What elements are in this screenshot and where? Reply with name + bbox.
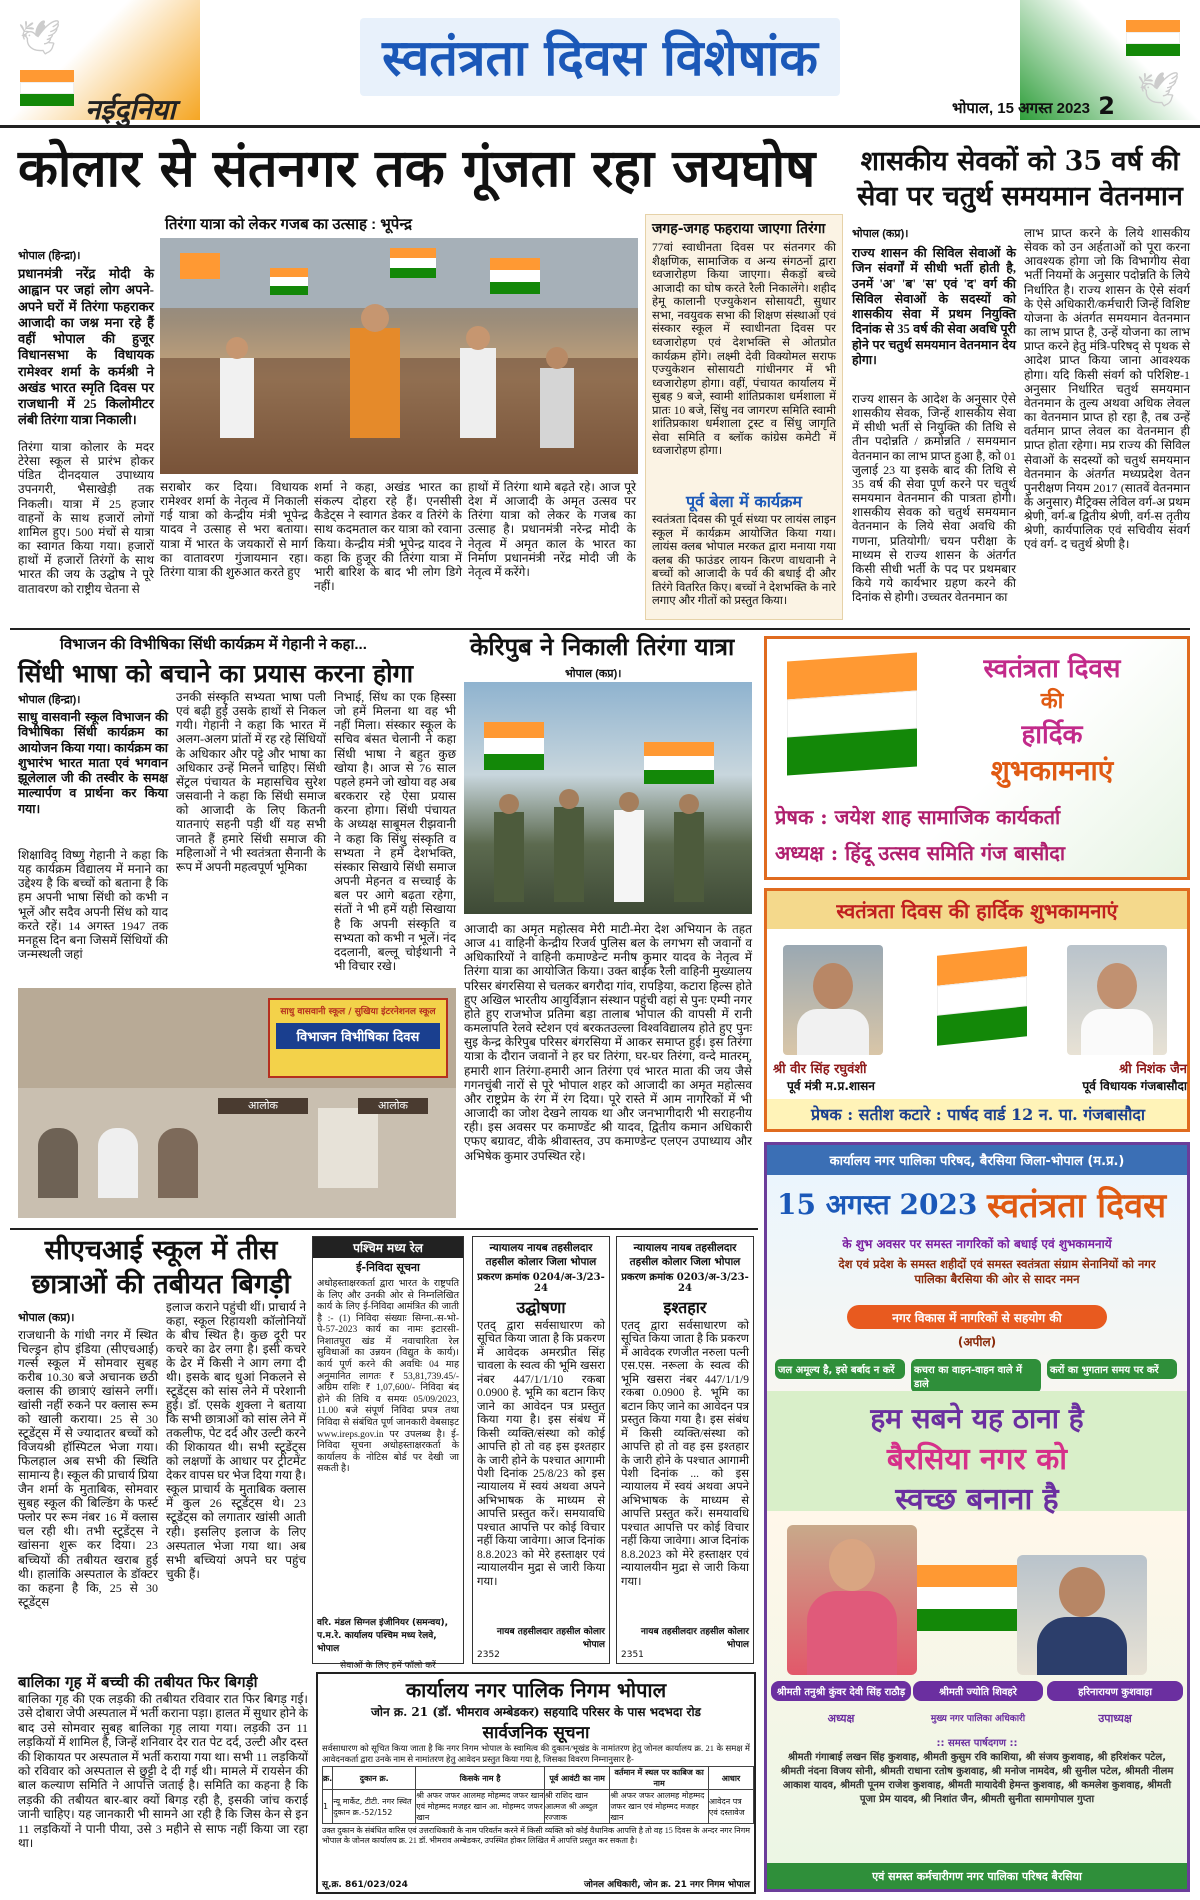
table-header: क्र. (323, 1767, 333, 1790)
municipal-ref: सू.क्र. 861/023/024 (322, 1880, 408, 1890)
table-header: वर्तमान में स्थल पर काबिज का नाम (610, 1767, 709, 1790)
notice1-office: न्यायालय नायब तहसीलदार तहसील कोलार जिला भोपाल (485, 1242, 597, 1268)
crpf-body: आजादी का अमृत महोत्सव मेरी माटी-मेरा देश अभियान के तहत आज 41 वाहिनी केन्द्रीय रिजर्व पुलिस बल के लगभग सौ जवानों व अधिकारियों ने वाहिनी कमाण्डेन्ट मनीष कुमार यादव के नेतृत्व में तिरंगा यात्रा का आयोजित किया। उक्त बाईक रैली वाहिनी मुख्यालय परिसर बंगरसिया से चलकर बगरौदा गांव, रापड़िया, कटारा हिल्स होते हुए अखिल भारतीय आयुर्विज्ञान संस्थान पहुंची वहां से पुनः एम्पी नगर होते हुए राजभोज प्रतिमा बड़ा तालाब भोपाल की वापसी में रानी कमलापति रेलवे स्टेशन एवं बरकतउल्ला विश्वविद्यालय होते हुए पुनः सुइ केन्द्र केरिपुब परिसर बंगरसिया में आकर समाप्त हुई। इस तिरंगा यात्रा के दौरान जवानों ने हर घर तिरंगा, घर-घर तिरंगा, वन्दे मातरम्, हमारी शान तिरंगा-हमारी आन तिरंगा एवं भारत माता की जय जैसे गगनचुंबी नारों से पूरे भोपाल शहर को आजादी का अमृत महोत्सव और राष्ट्रप्रेम के रंग में रंग दिया। पूरे रास्ते में आम नागरिकों में भी आजादी का जोश देखने लायक था और जनभागीदारी भी सराहनीय रही। इस अवसर पर कमाण्डेंट श्री यादव, द्वितीय कमान अधिकारी एफए बग्रावट, वीके श्रीवास्तव, उप कमाण्डेन्ट एलएन उपाध्याय और अभिषेक कुमार उपस्थित रहे। (464, 922, 752, 1163)
notice1-case: प्रकरण क्रमांक 0204/अ-3/23-24 (477, 1272, 605, 1294)
table-cell: श्री राशिद खान आत्मज श्री अब्दुल रज्जाक (544, 1790, 609, 1824)
ad1-title-line2: की (1040, 688, 1064, 714)
notice2-office: न्यायालय नायब तहसीलदार तहसील कोलार जिला भोपाल (629, 1242, 741, 1268)
lead-byline: भोपाल (हिन्द्रा)। (18, 250, 81, 262)
flag-icon (787, 657, 917, 777)
masthead (0, 0, 1200, 128)
table-cell: श्री अफर जफर आलमह मोहम्मद जफर खान एवं मोहम्मद मजहर खान आ. मोहम्मद जफर खान (416, 1791, 544, 1823)
lead-headline: कोलार से संतनगर तक गूंजता रहा जयघोष (18, 138, 816, 199)
lead-intro: प्रधानमंत्री नरेंद्र मोदी के आह्वान पर जहां लोग अपने-अपने घरों में तिरंगा फहराकर आजादी का जश्न मना रहे हैं वहीं भोपाल की हुजूर विधानसभा के विधायक रामेश्वर शर्मा के कर्मश्री ने अखंड भारत स्मृति दिवस पर राजधानी में 25 किलोमीटर लंबी तिरंगा यात्रा निकाली। (18, 266, 154, 428)
dove-icon: 🕊 (1136, 70, 1180, 110)
greeting-ad-2 (764, 888, 1190, 1132)
notice1-ref: 2352 (477, 1650, 500, 1660)
ad3-tip2: कचरा का वाहन-वाहन वाले में डाले (911, 1359, 1041, 1393)
notice2-ref: 2351 (621, 1650, 644, 1660)
page-number: 2 (1098, 92, 1115, 120)
flag-story-subbody: स्वतंत्रता दिवस की पूर्व संध्या पर लायंस लाइन स्कूल में कार्यक्रम आयोजित किया गया। लायंस क्लब भोपाल मरकत द्वारा मनाया गया क्लब की फाउंडर लायन किरण वाधवानी ने बच्चों को आजादी के पर्व की बधाई दी और तिरंगे वितरित किए। बच्चों ने देशभक्ति के नारे लगाए और गीतों को प्रस्तुत किया। (652, 514, 836, 608)
sindhi-headline: सिंधी भाषा को बचाने का प्रयास करना होगा (18, 659, 414, 688)
notice1-title: उद्घोषणा (516, 1298, 566, 1317)
ad2-person2-name: श्री निशंक जैन (1119, 1062, 1187, 1077)
tender-signer: वरि. मंडल सिग्नल इंजीनियर (समन्वय), प.म.रे. कार्यालय पश्चिम मध्य रेलवे, भोपाल (317, 1618, 448, 1654)
notice1-sign: नायब तहसीलदार तहसील कोलार भोपाल (496, 1627, 605, 1650)
notice2-sign: नायब तहसीलदार तहसील कोलार भोपाल (640, 1627, 749, 1650)
ad3-person3-name: हरिनारायण कुशवाहा (1047, 1681, 1183, 1701)
ad3-person3-photo (1017, 1555, 1147, 1675)
crpf-photo (464, 682, 752, 914)
greeting-ad-1 (764, 636, 1190, 880)
pay-story-intro: राज्य शासन की सिविल सेवाओं के जिन संवर्गों में सीधी भर्ती होती है, उनमें 'अ' 'ब' 'स' एवं 'द' वर्ग की सिविल सेवाओं के सदस्यों को शासकीय सेवा में प्रथम नियुक्ति दिनांक से 35 वर्ष की सेवा अवधि पूरी होने पर चतुर्थ समयमान वेतनमान देय होगा। (852, 246, 1016, 367)
chi-col2: इलाज कराने पहुंची थीं। प्राचार्य ने कहा, स्कूल रिहायशी कॉलोनियों के बीच स्थित है। कुछ दूरी पर कचरे का ढेर लगा है। इसी कचरे के ढेर में किसी ने आग लगा दी थी। इसके बाद धुआं निकलने से स्टूडेंट्स को सांस लेने में परेशानी हुई। डॉ. एसके शुक्ला ने बताया कि सभी छात्राओं को सांस लेने में तकलीफ, पेट दर्द और उल्टी करने की शिकायत थी। सभी स्टूडेंट्स को लक्षणों के आधार पर ट्रीटमेंट देकर वापस घर भेज दिया गया है। स्कूल प्राचार्य के मुताबिक क्लास में कुल 26 स्टूडेंट्स थे। 23 स्टूडेंट्स को लगातार खांसी आती रही। इसलिए इलाज के लिए अस्पताल भेजा गया था। अब सभी बच्चियां अपने घर पहुंच चुकी हैं। (166, 1300, 306, 1581)
municipal-office: कार्यालय नगर पालिक निगम भोपाल (405, 1678, 667, 1702)
chi-col1: राजधानी के गांधी नगर में स्थित चिल्ड्रन होप इंडिया (सीएचआई) गर्ल्स स्कूल में सोमवार सुबह करीब 10.30 बजे अचानक छठी क्लास की छात्राएं खांसने लगीं। खांसी नहीं रुकने पर क्लास रूम को खाली कराया। 25 से 30 स्टूडेंट्स में से ज्यादातर बच्चों को विजयश्री हॉस्पिटल भेजा गया। फिलहाल अब सभी की स्थिति सामान्य है। स्कूल की प्राचार्य प्रिया जैन शर्मा के मुताबिक, सोमवार सुबह स्कूल की बिल्डिंग के फर्स्ट फ्लोर पर रूम नंबर 16 में क्लास चल रही थी। तभी स्टूडेंट्स ने खांसना शुरू कर दिया। 23 बच्चियों की तबीयत खराब हुई थी। हालांकि अस्पताल के डॉक्टर का कहना है कि, 25 से 30 स्टूडेंट्स (18, 1328, 158, 1609)
sindhi-kicker: विभाजन की विभीषिका सिंधी कार्यक्रम में गेहानी ने कहा... (60, 636, 367, 653)
ad3-office: कार्यालय नगर पालिका परिषद, बैरसिया जिला-भोपाल (म.प्र.) (829, 1154, 1125, 1169)
ad3-appeal-head: नगर विकास में नागरिकों से सहयोग की (892, 1311, 1062, 1325)
municipal-notice (316, 1672, 756, 1894)
ad2-person1-name: श्री वीर सिंह रघुवंशी (773, 1062, 867, 1077)
shelter-headline: बालिका गृह में बच्ची की तबीयत फिर बिगड़ी (18, 1673, 258, 1691)
tender-org: पश्चिम मध्य रेल (313, 1237, 463, 1258)
lead-col3: शर्मा ने कहा, अखंड भारत का संकल्प दोहरा रहे हैं। एनसीसी कैडेट्स ने स्वागत डेकर व तिरंगे के साथ कदमताल कर यात्रा को रवाना किया। केन्द्रीय मंत्री भूपेन्द्र यादव ने कहा कि हुजूर की तिरंगा यात्रा में भारी बारिश के बाद भी लोग डिगे नहीं। (314, 480, 462, 594)
ad2-person1-title: पूर्व मंत्री म.प्र.शासन (787, 1079, 875, 1093)
flag-story-headline: जगह-जगह फहराया जाएगा तिरंगा (652, 221, 826, 237)
podium-label: आलोक (218, 1098, 308, 1114)
sindhi-col1: शिक्षाविद् विष्णु गेहानी ने कहा कि यह कार्यक्रम विद्यालय में मनाने का उद्देश्य है कि बच्चों को बताना है कि हम अपनी भाषा सिंधी को कभी न भूलें और सदैव अपनी सिंध को याद करते रहें। 14 अगस्त 1947 तक मनहूस दिन बना जिसमें सिंधियों की जन्मस्थली जहां (18, 848, 168, 962)
ad1-sender: प्रेषक : जयेश शाह सामाजिक कार्यकर्ता (775, 805, 1061, 829)
pay-story-col2: लाभ प्राप्त करने के लिये शासकीय सेवक को उन अर्हताओं को पूरा करना आवश्यक होगा जो कि विभागीय सेवा भर्ती नियमों के अनुसार पदोन्नति के लिये निर्धारित है। राज्य शासन के ऐसे संवर्ग के ऐसे अधिकारी/कर्मचारी जिन्हें विशिष्ट योजना के अंतर्गत समयमान वेतनमान का लाभ प्राप्त है, उन्हें योजना का लाभ प्राप्त करने हेतु मंत्रि-परिषद् से पृथक से आदेश प्राप्त किया जाना आवश्यक होगा। यदि किसी संवर्ग को परिशिष्ट-1 अनुसार निर्धारित चतुर्थ समयमान वेतनमान के तुल्य अथवा अधिक लेवल का वेतनमान प्राप्त हो रहा है, तब उन्हें वर्तमान प्राप्त लेवल का वेतनमान ही प्राप्त होता रहेगा। मप्र राज्य की सिविल सेवाओं के सदस्यों को चतुर्थ समयमान वेतनमान के अंतर्गत मध्यप्रदेश वेतन पुनरीक्षण नियम 2017 (सातवें वेतनमान के अनुसार) मैट्रिक्स लेविल वर्ग-अ प्रथम श्रेणी, वर्ग-ब द्वितीय श्रेणी, वर्ग-स तृतीय श्रेणी, कार्यपालिक एवं सचिवीय संवर्ग एवं वर्ग- द चतुर्थ श्रेणी है। (1024, 226, 1190, 552)
municipal-intro: सर्वसाधारण को सूचित किया जाता है कि नगर निगम भोपाल के स्वामित्व की दुकान/भूखंड के नामांतरण हेतु जोनल कार्यालय क्र. 21 के समक्ष में आवेदनकर्ता द्वारा उनके नाम से नामांतरण हेतु आवेदन प्रस्तुत किया गया है, जिसका विवरण निम्नानुसार है- (322, 1743, 750, 1764)
crpf-byline: भोपाल (कप्र)। (565, 668, 622, 680)
table-header: किसके नाम है (416, 1767, 545, 1790)
flag-story-box (645, 214, 843, 620)
table-cell: न्यू मार्केट, टीटी. नगर स्थित दुकान क्र.-52/152 (333, 1790, 416, 1824)
tender-title: ई-निविदा सूचना (356, 1261, 420, 1274)
crpf-headline: केरिपुब ने निकाली तिरंगा यात्रा (470, 632, 735, 661)
ad3-slogan1: हम सबने यह ठाना है (870, 1402, 1084, 1435)
chi-headline: सीएचआई स्कूल में तीस छात्राओं की तबीयत बिगड़ी (31, 1235, 291, 1300)
ad3-person1-role: अध्यक्ष (827, 1712, 855, 1725)
ad3-slogan2: बैरसिया नगर को (886, 1442, 1068, 1477)
ad2-sender: प्रेषक : सतीश कटारे : पार्षद वार्ड 12 न. पा. गंजबासौदा (810, 1105, 1145, 1124)
ad3-person1-name: श्रीमती तनुश्री कुंवर देवी सिंह राठौड़ (771, 1681, 911, 1701)
tender-body: अधोहस्ताक्षरकर्ता द्वारा भारत के राष्ट्रपति के लिए और उनकी ओर से निम्नलिखित कार्य के लिए ई-निविदा आमंत्रित की जाती है :- (1) निविदा संख्याः सिग्ना.-स-भो-पे-57-2023 कार्य का नामः इटारसी-निशातपुरा खंड में नवाचारिता रेल सुविधाओं का उन्नयन (विद्युत के कार्य)। कार्य पूर्ण करने की अवधिः 04 माह अनुमानित लागतः ₹ 53,81,739.45/- अग्रिम राशिः ₹ 1,07,600/- निविदा बंद होने की तिथि व समयः 05/09/2023, 11.00 बजे संपूर्ण निविदा प्रपत्र तथा निविदा से संबंधित पूर्ण जानकारी वेबसाइट www.ireps.gov.in पर उपलब्ध है। ई-निविदा सूचना अधोहस्ताक्षरकर्ता के कार्यालय के नोटिस बोर्ड पर देखी जा सकती है। (317, 1279, 459, 1475)
ad3-greeting: के शुभ अवसर पर समस्त नागरिकों को बधाई एवं शुभकामनायें (842, 1237, 1112, 1251)
ad1-title-line4: शुभकामनाएं (990, 754, 1114, 787)
ad2-person2-title: पूर्व विधायक गंजबासौदा (1082, 1079, 1187, 1093)
ad1-title-line1: स्वतंत्रता दिवस (983, 654, 1121, 684)
table-header: दुकान क्र. (333, 1767, 416, 1790)
ad3-tip1: जल अमूल्य है, इसे बर्बाद न करें (775, 1359, 905, 1379)
section-divider (10, 1228, 758, 1230)
municipal-title: सार्वजनिक सूचना (482, 1723, 590, 1743)
sindhi-byline: भोपाल (हिन्द्रा)। (18, 694, 81, 706)
crpf-rally-illustration (464, 682, 752, 914)
ad3-tip3: करों का भुगतान समय पर करें (1047, 1359, 1177, 1379)
flag-story-subheadline: पूर्व बेला में कार्यक्रम (686, 492, 802, 511)
stage-banner-school: साधु वासवानी स्कूल / सुखिया इंटरनेशनल स्कूल (280, 1007, 436, 1017)
stage-banner-event: विभाजन विभीषिका दिवस (276, 1023, 440, 1049)
chi-byline: भोपाल (कप्र)। (18, 1312, 75, 1324)
flag-icon (937, 951, 1027, 1041)
newspaper-name: नईदुनिया (85, 93, 176, 126)
sindhi-event-photo (18, 988, 456, 1218)
lead-col1: तिरंगा यात्रा कोलार के मदर टेरेसा स्कूल से प्रारंभ होकर पंडित दीनदयाल उपाध्याय उपनगरी, भैसाखेड़ी तक निकली। यात्रा में 25 हजार वाहनों के साथ हजारों लोगों शामिल हुए। 500 मंचों से यात्रा का स्वागत किया गया। हजारों हाथों में हजारों तिरंगों के साथ भारत की जय के उद्घोष ने पूरे वातावरण को राष्ट्रीय चेतना से (18, 440, 154, 596)
table-row (323, 1790, 754, 1824)
rally-crowd-illustration (160, 238, 638, 474)
podium-label: आलोक (358, 1098, 428, 1114)
table-cell: 1 (323, 1790, 333, 1824)
ad3-date: 15 अगस्त 2023 (777, 1188, 978, 1221)
ad3-councillors-head: :: समस्त पार्षदगण :: (936, 1738, 1018, 1749)
table-header: पूर्व आवंटी का नाम (544, 1767, 609, 1790)
lead-photo-rally (160, 238, 638, 474)
municipal-zone: जोन क्र. 21 (डॉ. भीमराव अम्बेडकर) सहयादि परिसर के पास भदभदा रोड (371, 1705, 701, 1719)
sindhi-intro: साधु वासवानी स्कूल विभाजन की विभीषिका सिंधी कार्यक्रम का आयोजन किया गया। कार्यक्रम का शुभारंभ भारत माता एवं भगवान झूलेलाल जी की तस्वीर के समक्ष माल्यार्पण व प्रार्थना कर किया गया। (18, 710, 168, 816)
ad3-appeal-sub: (अपील) (957, 1335, 997, 1349)
pay-story-col1: राज्य शासन के आदेश के अनुसार ऐसे शासकीय सेवक, जिन्हें शासकीय सेवा में सीधी भर्ती से नियुक्ति की तिथि से तीन पदोन्नति / क्रमोन्नति / समयमान वेतनमान का लाभ प्राप्त हुआ है, को 01 जुलाई 23 या इसके बाद की तिथि से 35 वर्ष की सेवा पूर्ण करने पर चतुर्थ समयमान वेतनमान की पात्रता होगी। शासकीय सेवक को चतुर्थ समयमान वेतनमान के लिये सेवा अवधि की गणना, प्रतियोगी/ चयन परीक्षा के माध्यम से राज्य शासन के अंतर्गत किसी सीधी भर्ती के पद पर प्रथमबार किये गये कार्यभार ग्रहण करने की दिनांक से होगी। उच्चतर वेतनमान का (852, 392, 1016, 605)
ad3-footer: एवं समस्त कर्मचारीगण नगर पालिका परिषद बैरसिया (872, 1870, 1082, 1883)
ad3-person2-name: श्रीमती ज्योति शिवहरे (913, 1681, 1043, 1701)
ad3-tribute: देश एवं प्रदेश के समस्त शहीदों एवं समस्त स्वतंत्रता संग्राम सेनानियों को नगर पालिका बैरसिया की ओर से सादर नमन (838, 1257, 1156, 1286)
notice2-case: प्रकरण क्रमांक 0203/अ-3/23-24 (621, 1272, 749, 1294)
municipal-sign: जोनल अधिकारी, जोन क्र. 21 नगर निगम भोपाल (583, 1880, 750, 1890)
sindhi-col2: उनकी संस्कृति सभ्यता भाषा पली एवं बढ़ी हुई उसके हाथों से निकल गयी। गेहानी ने कहा कि भारत में अलग-अलग प्रांतों में रह रहे सिंधियों के अधिकार और पट्टे और भाषा का अधिकार उन्हें मिलने चाहिए। सिंधी सेंट्रल पंचायत के महासचिव सुरेश जसवानी ने कहा कि सिंधी समाज को आजादी के लिए कितनी यातनाएं सहनी पड़ी थीं यह सभी जानते हैं हमारे सिंधी समाज की महिलाओं ने भी स्वतंत्रता सैनानी के रूप में अपनी महत्वपूर्ण भूमिका (176, 690, 326, 874)
stage-banner (268, 998, 448, 1078)
ad3-person3-role: उपाध्यक्ष (1098, 1712, 1132, 1725)
table-cell: आवेदन पत्र एवं दस्तावेज (708, 1790, 753, 1824)
notice2-title: इश्तहार (663, 1298, 707, 1317)
ad1-title-line3: हार्दिक (1021, 720, 1083, 750)
ad3-person2-role: मुख्य नगर पालिका अधिकारी (930, 1714, 1026, 1724)
ad3-slogan3: स्वच्छ बनाना है (895, 1482, 1059, 1517)
lead-photo-caption: तिरंगा यात्रा को लेकर गजब का उत्साह : भूपेन्द्र (165, 216, 412, 233)
pay-story-byline: भोपाल (कप्र)। (852, 228, 909, 240)
municipal-table (322, 1766, 754, 1824)
shelter-body: बालिका गृह की एक लड़की की तबीयत रविवार रात फिर बिगड़ गई। उसे दोबारा जेपी अस्पताल में भर्ती कराना पड़ा। हालत में सुधार होने के बाद उसे सोमवार सुबह बालिका गृह लाया गया। लड़की उन 11 लड़कियों में शामिल है, जिन्हें शनिवार देर रात पेट दर्द, उल्टी और दस्त की शिकायत पर अस्पताल में भर्ती कराया गया था। सभी 11 लड़कियों को रविवार को अस्पताल से छुट्टी दे दी गई थी। मामले में रायसेन की बाल कल्याण समिति ने आपत्ति जताई है। समिति का कहना है कि लड़की की तबीयत बार-बार क्यों बिगड़ रही है, इसकी जांच कराई जानी चाहिए। यह जानकारी भी सामने आ रही है कि जिस केन से इन 11 लड़कियों ने पानी पीया, उसे 3 महीने से साफ नहीं किया जा रहा था। (18, 1692, 308, 1850)
ad3-person1-photo (787, 1525, 917, 1675)
flag-icon (917, 1565, 1017, 1635)
ad3-councillors: श्रीमती गंगाबाई लखन सिंह कुशवाह, श्रीमती कुसुम रवि काशिया, श्री संजय कुशवाह, श्री हरिशंकर पटेल, श्रीमती नंदना विजय सोनी, श्रीमती राधाना रतोष कुशवाह, श्री मनोज नामदेव, श्री सुनील पटेल, श्रीमती नीलम आकाश यादव, श्रीमती पूनम राजेश कुशवाह, श्रीमती मायादेवी हेमन्त कुशवाह, श्री कमलेश कुशवाह, श्रीमती पूजा प्रेम यादव, श्री निशांत जैन, श्रीमती सुनीता सामगोपाल गुप्ता (780, 1752, 1174, 1805)
tender-notice (312, 1236, 464, 1671)
flag-icon (20, 70, 74, 106)
table-header-row (323, 1767, 754, 1790)
lead-col4: हाथों में तिरंगा थामे बढ़ते रहे। आज पूरे देश में आजादी के अमृत उत्सव पर तिरंगा यात्रा को लेकर के गजब का उत्साह है। प्रधानमंत्री नरेन्द्र मोदी के नेतृत्व में अमृत काल के भारत का निर्माण प्रधानमंत्री नरेंद्र मोदी जी के नेतृत्व में करेंगे। (468, 480, 636, 579)
ad2-person1-photo (783, 945, 883, 1055)
legal-notice-2 (616, 1236, 754, 1664)
tender-social: सेवाओं के लिए हमें फॉलो करें (340, 1661, 436, 1671)
flag-story-body: 77वां स्वाधीनता दिवस पर संतनगर की शैक्षणिक, सामाजिक व अन्य संगठनों द्वारा ध्वजारोहण किया जाएगा। सैकड़ों बच्चे आजादी का घोष करते रैली निकालेंगे। शहीद हेमू कालानी एज्युकेशन सोसायटी, सुधार सभा, नवयुवक सभा की शिक्षण संस्थाओं एवं संस्कार स्कूल में स्वाधीनता दिवस पर ध्वजारोहण एवं देशभक्ति से ओतप्रोत कार्यक्रम होंगे। लक्ष्मी देवी विक्योमल सराफ एज्युकेशन सोसायटी गांधीनगर में भी ध्वजारोहण होगा। वहीं, पंचायत कार्यालय में सुबह 9 बजे, स्वामी शांतिप्रकाश धर्मशाला में प्रातः 10 बजे, सिंधु नव जागरण समिति स्वामी शांतिप्रकाश धर्मशाला ट्रस्ट व सिंधु जागृति सेवा समिति व ब्लॉक कांग्रेस कमेटी में ध्वजारोहण होगा। (652, 242, 836, 458)
ad1-position: अध्यक्ष : हिंदू उत्सव समिति गंज बासौदा (775, 841, 1066, 865)
ad3-event: स्वतंत्रता दिवस (987, 1186, 1167, 1226)
notice2-body: एतद् द्वारा सर्वसाधारण को सूचित किया जाता है कि प्रकरण में आवेदक रणजीत नरुला पत्नी एस.एस. नरूला के स्वत्व की भूमि खसरा नंबर 447/1/1/9 रकबा 0.0900 हे. भूमि का बटान किए जाने का आवेदन पत्र प्रस्तुत किया गया है। इस संबंध में किसी व्यक्ति/संस्था को आपत्ति हो तो वह इस इश्तहार के जारी होने के पश्चात आगामी पेशी दिनांक ... को इस न्यायालय में स्वयं अथवा अपने अभिभाषक के माध्यम से आपत्ति प्रस्तुत करें। समयावधि पश्चात आपत्ति पर कोई विचार नहीं किया जावेगा। आज दिनांक 8.8.2023 को मेरे हस्ताक्षर एवं न्यायालयीन मुद्रा से जारी किया गया। (621, 1320, 749, 1588)
table-header: आधार (708, 1767, 753, 1790)
dateline: भोपाल, 15 अगस्त 2023 (951, 100, 1090, 117)
municipality-ad (764, 1142, 1190, 1892)
municipal-footer: उक्त दुकान के संबंधित वारिस एवं उत्तराधिकारी के नाम परिवर्तन करने में किसी व्यक्ति को कोई वैधानिक आपत्ति है तो वह 15 दिवस के अन्दर नगर निगम भोपाल के जोनल कार्यालय क्र. 21 डॉ. भीमराव अम्बेडकर, उपस्थित होकर लिखित में आपत्ति प्रस्तुत कर सकता है। (322, 1826, 750, 1846)
flag-icon (1126, 20, 1180, 56)
table-cell: श्री अफर जफर आलमह मोहम्मद जफर खान एवं मोहम्मद मजहर खान (610, 1790, 709, 1824)
pay-story-headline: शासकीय सेवकों को 35 वर्ष की सेवा पर चतुर्थ समयमान वेतनमान (857, 146, 1183, 213)
special-edition-title: स्वतंत्रता दिवस विशेषांक (382, 28, 818, 87)
ad2-title: स्वतंत्रता दिवस की हार्दिक शुभकामनाएं (836, 899, 1118, 923)
sindhi-col3: निभाई, सिंध का एक हिस्सा जो हमें मिलना था वह भी नहीं मिला। संस्कार स्कूल के सचिव बंसत चेलानी ने कहा सिंधी भाषा ने बहुत कुछ खोया है। आज से 76 साल पहले हमने जो खोया वह अब बरकरार रहे ऐसा प्रयास करना होगा। सिंधी पंचायत के अध्यक्ष साबूमल रीझवानी ने कहा कि सिंधु संस्कृति व सभ्यता ने हमें देशभक्ति, संस्कार सिखाये सिंधी समाज अपनी मेहनत व सच्चाई के बल पर आगे बढ़ता रहेगा, संतों ने भी हमें यही सिखाया है कि अपनी संस्कृति व सभ्यता को कभी न भूलें। नंद ददलानी, बल्लू चोईथानी ने भी विचार रखे। (334, 690, 456, 973)
dove-icon: 🕊 (18, 18, 62, 58)
notice1-body: एतद् द्वारा सर्वसाधारण को सूचित किया जाता है कि प्रकरण में आवेदक अमरप्रीत सिंह चावला के स्वत्व की भूमि खसरा नंबर 447/1/1/10 रकबा 0.0900 हे. भूमि का बटान किए जाने का आवेदन पत्र प्रस्तुत किया गया है। इस संबंध में किसी व्यक्ति/संस्था को कोई आपत्ति हो तो वह इस इश्तहार के जारी होने के पश्चात आगामी पेशी दिनांक 25/8/23 को इस न्यायालय में स्वयं अथवा अपने अभिभाषक के माध्यम से आपत्ति प्रस्तुत करें। समयावधि पश्चात आपत्ति पर कोई विचार नहीं किया जावेगा। आज दिनांक 8.8.2023 को मेरे हस्ताक्षर एवं न्यायालयीन मुद्रा से जारी किया गया। (477, 1320, 605, 1588)
legal-notice-1 (472, 1236, 610, 1664)
ad2-person2-photo (1067, 945, 1167, 1055)
lead-col2: सराबोर कर दिया। विधायक रामेश्वर शर्मा के नेतृत्व में निकाली गई यात्रा को केन्द्रीय मंत्री भूपेन्द्र यादव ने उत्साह से भरा बताया। यात्रा में भारत के जयकारों से मार्ग का वातावरण गुंजायमान रहा। तिरंगा यात्रा की शुरुआत करते हुए (160, 480, 308, 579)
